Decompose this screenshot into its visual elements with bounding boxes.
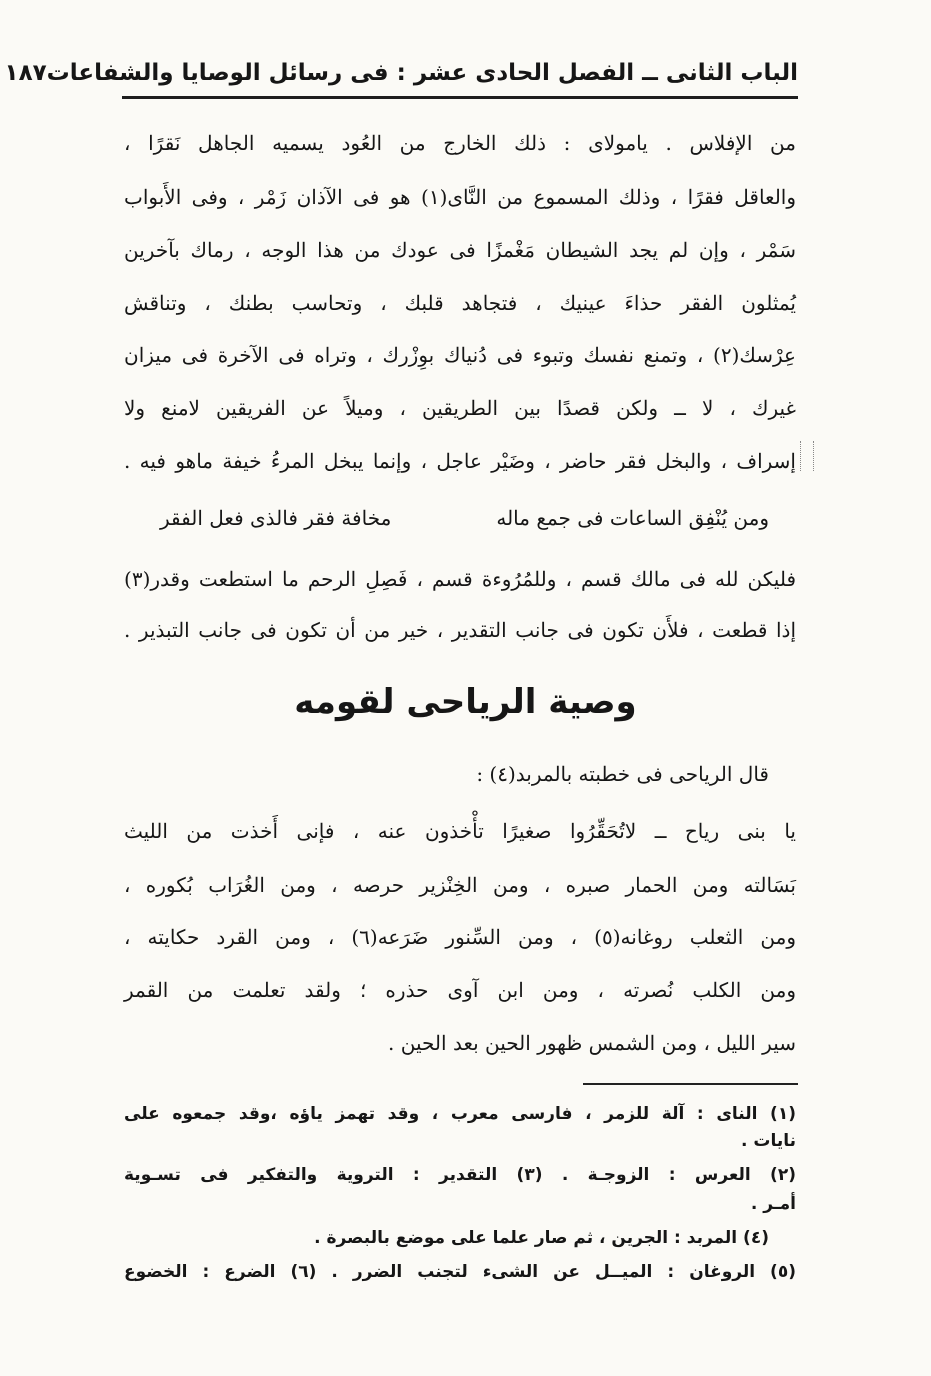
- running-header: [4, 50, 798, 99]
- section-line: بَسَالته ومن الحمار صبره ، ومن الخِنْزير حرصه ، ومن الغُرَاب بُكوره ،: [124, 873, 796, 897]
- verse-left-hemistich: مخافة فقر فالذى فعل الفقر: [160, 506, 392, 530]
- section-line: سير الليل ، ومن الشمس ظهور الحين بعد الحين .: [388, 1031, 796, 1055]
- poem-verse: [160, 503, 769, 533]
- footnote-2-3: (٢) العرس : الزوجـة . (٣) التقدير : التروية والتفكير فى تسـوية: [124, 1165, 797, 1185]
- section-heading: وصية الرياحى لقومه: [294, 682, 637, 722]
- footnote-1: (١) النای : آلة للزمر ، فارسى معرب ، وقد تهمز ياؤه ،وقد جمعوه على: [124, 1104, 796, 1124]
- body-line: من الإفلاس . يامولاى : ذلك الخارج من العُود يسميه الجاهل نَقرًا ،: [124, 131, 796, 155]
- header-title: الباب الثانى ــ الفصل الحادى عشر : فى رسائل الوصايا والشفاعات: [46, 60, 798, 86]
- body-line: فليكن لله فى مالك قسم ، وللمُرُوءة قسم ، فَصِلِ الرحم ما استطعت وقدر(٣): [124, 567, 796, 591]
- page-number: ١٨٧: [4, 60, 47, 86]
- footnote-3-cont: أمـر .: [750, 1194, 796, 1214]
- section-line: ومن الكلب نُصرته ، ومن ابن آوى حذره ؛ ولقد تعلمت من القمر: [124, 978, 796, 1002]
- body-line: يُمثلون الفقر حذاءَ عينيك ، فتجاهد قلبك ، وتحاسب بطنك ، وتناقش: [124, 291, 796, 315]
- footnote-1-cont: نايات .: [741, 1131, 796, 1151]
- footnote-4: (٤) المربد : الجرين ، ثم صار علما على موضع بالبصرة .: [314, 1228, 769, 1248]
- body-line: سَمْر ، وإن لم يجد الشيطان مَغْمزًا فى عودك من هذا الوجه ، رماك بآخرين: [124, 238, 796, 262]
- section-line: يا بنى رياح ــ لاتُحَقِّرُوا صغيرًا تأْخذون عنه ، فإنى أَخذت من الليث: [124, 819, 796, 843]
- section-intro: قال الرياحى فى خطبته بالمربد(٤) :: [476, 762, 769, 786]
- body-line: إذا قطعت ، فلأَن تكون فى جانب التقدير ، خير من أن تكون فى جانب التبذير .: [124, 618, 796, 642]
- margin-mark: [800, 441, 814, 471]
- verse-right-hemistich: ومن يُنْفِق الساعات فى جمع ماله: [496, 506, 769, 530]
- footnote-5-6: (٥) الروغان : الميــل عن الشىء لتجنب الضرر . (٦) الضرع : الخضوع: [124, 1262, 796, 1282]
- body-line: إسراف ، والبخل فقر حاضر ، وضَيْر عاجل ، وإنما يبخل المرءُ خيفة ماهو فيه .: [124, 449, 796, 473]
- body-line: والعاقل فقرًا ، وذلك المسموع من النَّاى(١) هو فى الآذان زَمْر ، وفى الأَبواب: [124, 185, 796, 209]
- section-line: ومن الثعلب روغانه(٥) ، ومن السِّنور ضَرَعه(٦) ، ومن القرد حكايته ،: [124, 925, 797, 949]
- footnote-rule: [583, 1083, 798, 1085]
- body-line: عِرْسك(٢) ، وتمنع نفسك وتبوء فى دُنياك بوِزْرك ، وتراه فى الآخرة فى ميزان: [124, 343, 796, 367]
- body-line: غيرك ، لا ــ ولكن قصدًا بين الطريقين ، وميلاً عن الفريقين لامنع ولا: [124, 396, 796, 420]
